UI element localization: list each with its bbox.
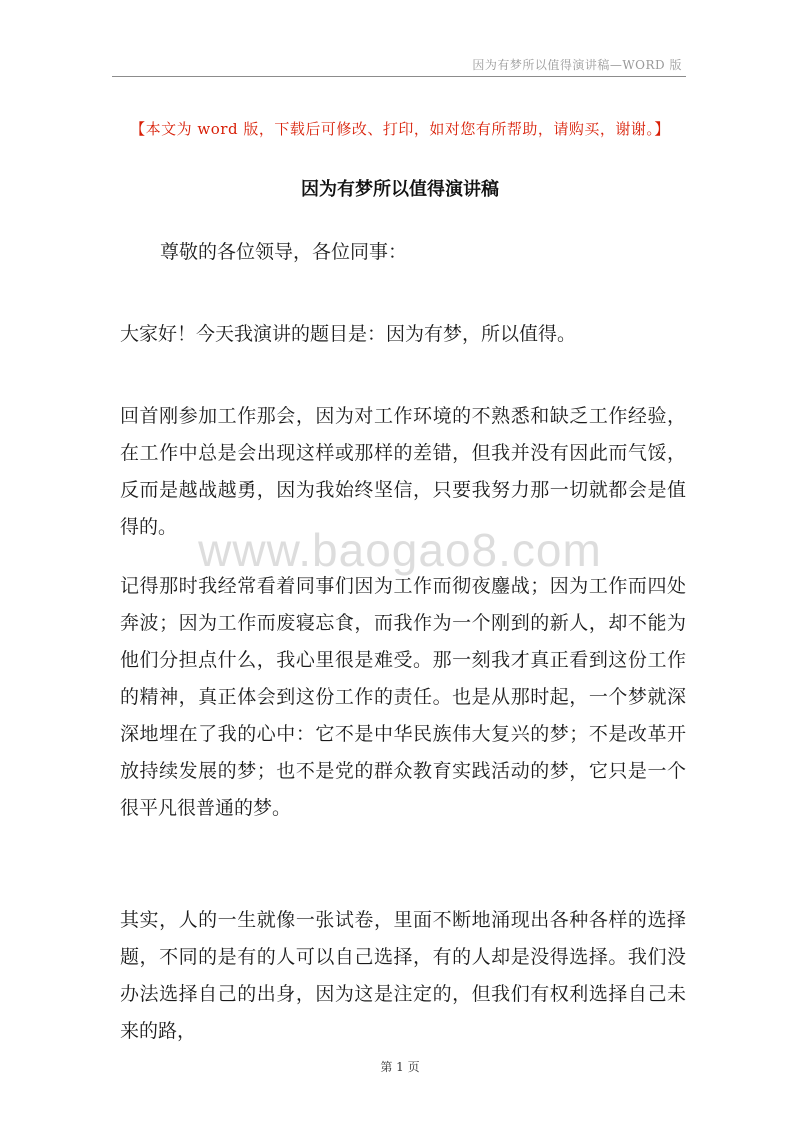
paragraph-4: 其实，人的一生就像一张试卷，里面不断地涌现出各种各样的选择题，不同的是有的人可以自己选择，有的人却是没得选择。我们没办法选择自己的出身，因为这是注定的，但我们有权利选择自己未来的路， bbox=[120, 909, 686, 1042]
paragraph-3: 记得那时我经常看着同事们因为工作而彻夜鏖战；因为工作而四处奔波；因为工作而废寝忘食，而我作为一个刚到的新人，却不能为他们分担点什么，我心里很是难受。那一刻我才真正看到这份工作的精神，真正体会到这份工作的责任。也是从那时起，一个梦就深深地埋在了我的心中：它不是中华民族伟大复兴的梦；不是改革开放持续发展的梦；也不是党的群众教育实践活动的梦，它只是一个很平凡很普通的梦。 bbox=[120, 575, 686, 819]
salutation: 尊敬的各位领导，各位同事： bbox=[160, 241, 408, 263]
paragraph-1: 大家好！今天我演讲的题目是：因为有梦，所以值得。 bbox=[120, 323, 577, 345]
header-divider bbox=[112, 76, 686, 77]
watermark: www.baogao8.com bbox=[198, 524, 602, 576]
purchase-notice: 【本文为 word 版，下载后可修改、打印，如对您有所帮助，请购买，谢谢。】 bbox=[130, 120, 670, 138]
document-title: 因为有梦所以值得演讲稿 bbox=[301, 179, 499, 200]
page-number: 第 1 页 bbox=[380, 1060, 420, 1074]
running-header: 因为有梦所以值得演讲稿—WORD 版 bbox=[472, 58, 682, 72]
paragraph-2: 回首刚参加工作那会，因为对工作环境的不熟悉和缺乏工作经验，在工作中总是会出现这样或那样的差错，但我并没有因此而气馁，反而是越战越勇，因为我始终坚信，只要我努力那一切就都会是值得的。 bbox=[120, 405, 686, 538]
